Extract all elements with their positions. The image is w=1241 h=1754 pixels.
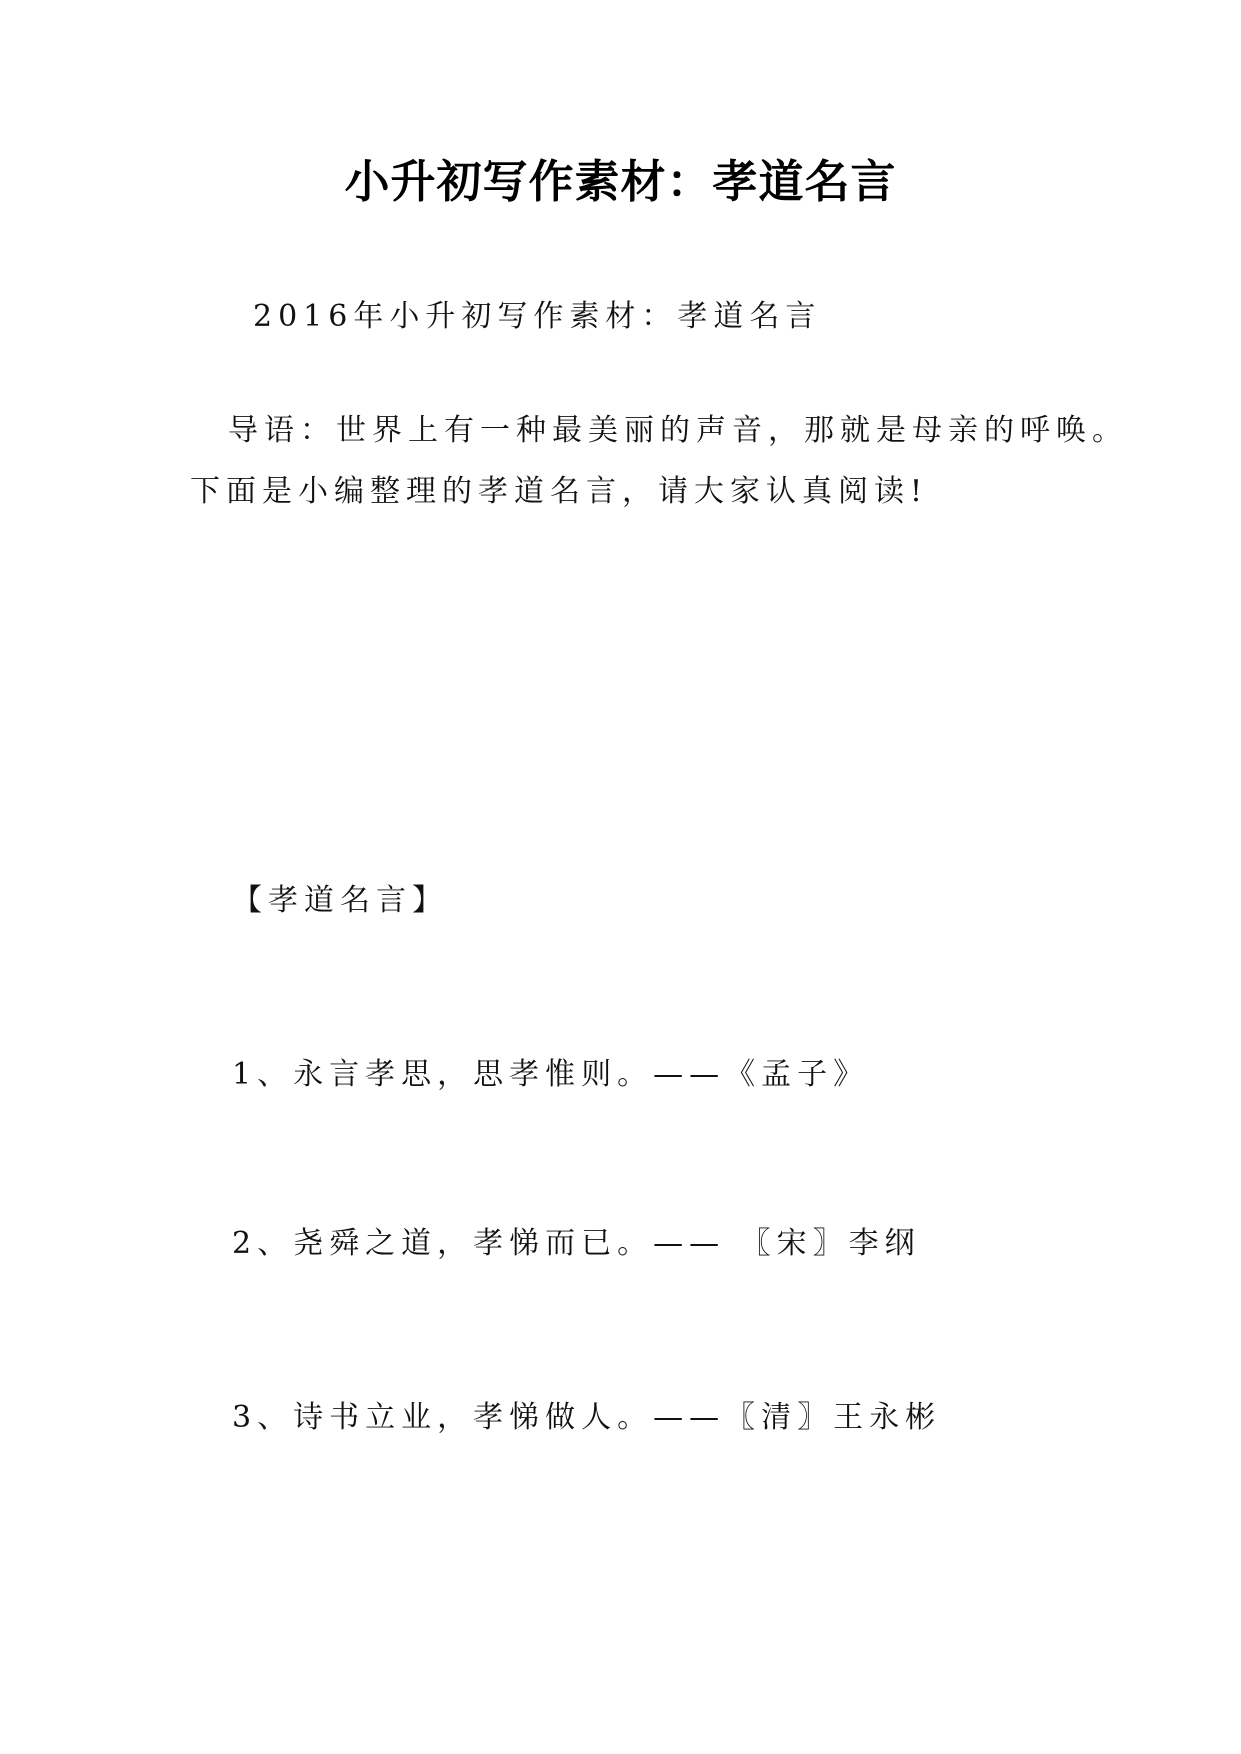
section-heading: 【孝道名言】: [232, 883, 448, 918]
document-title: 小升初写作素材：孝道名言: [344, 155, 897, 208]
intro-line-2: 下面是小编整理的孝道名言，请大家认真阅读!: [190, 474, 929, 509]
quote-item-1: 1、永言孝思，思孝惟则。——《孟子》: [232, 1057, 870, 1092]
document-subtitle: 2016年小升初写作素材：孝道名言: [253, 299, 822, 334]
intro-line-1: 导语：世界上有一种最美丽的声音，那就是母亲的呼唤。: [228, 413, 1128, 448]
quote-item-2: 2、尧舜之道，孝悌而已。—— 〖宋〗李纲: [232, 1226, 921, 1261]
quote-item-3: 3、诗书立业，孝悌做人。——〖清〗王永彬: [232, 1400, 942, 1435]
